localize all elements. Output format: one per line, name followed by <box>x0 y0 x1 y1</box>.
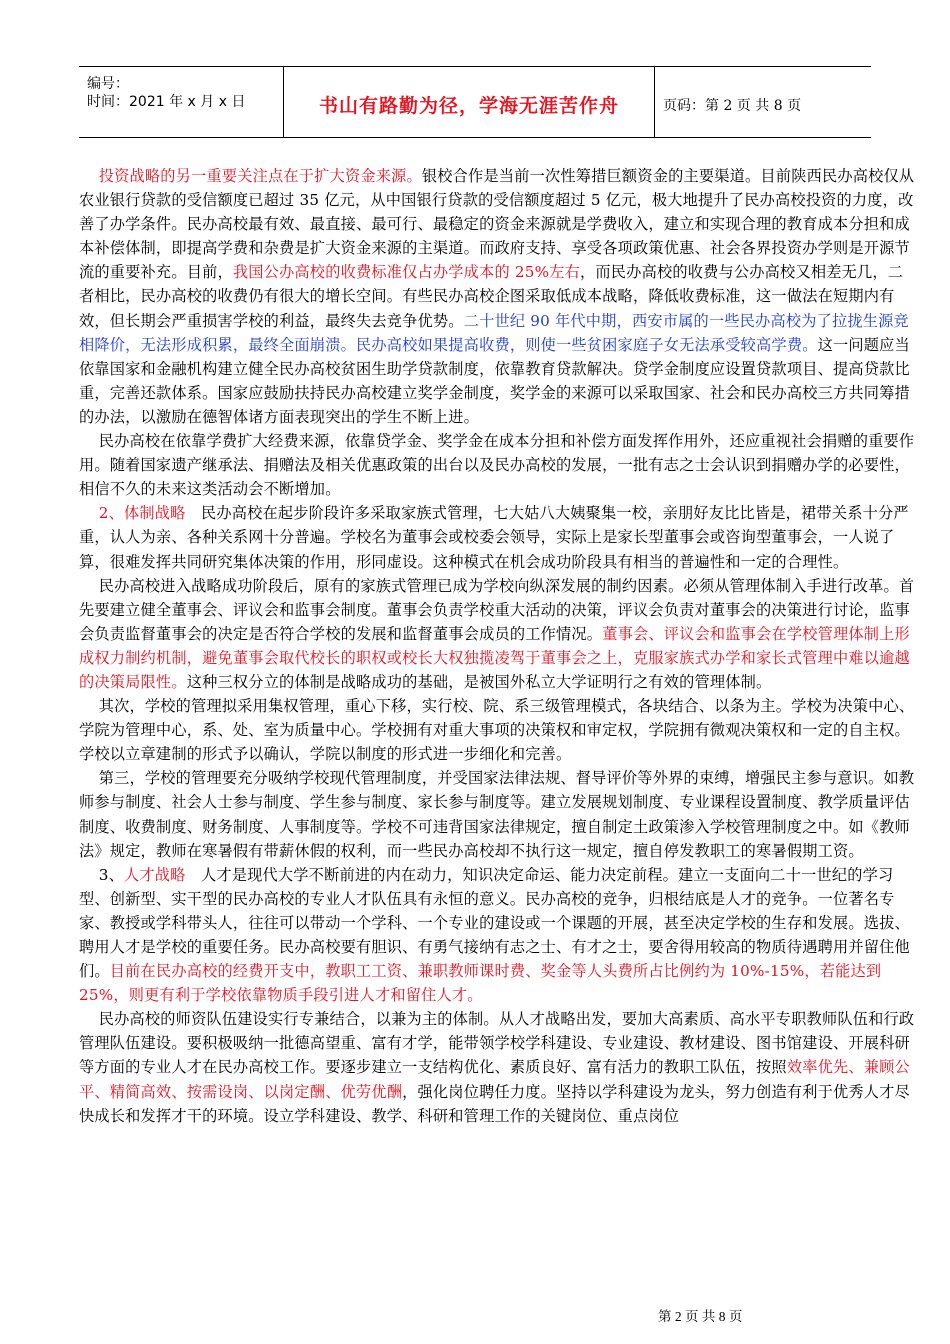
text-run: 民办高校进入战略成功阶段后，原有的家族式管理已成为学校向纵深发展的制约因素。必须从管理体制入手进行改革。首先要建立健全董事会、评议会和监事会制度。董事会负责学校重大活动的决策，评议会负责对董事会的决策进行讨论，监事会负责监督董事会的决定是否符合学校的发展和监督董事会成员的工作情况。 <box>79 576 915 643</box>
paragraph <box>79 501 915 573</box>
motto-title: 书山有路勤为径，学海无涯苦作舟 <box>318 95 619 117</box>
paragraph <box>79 694 915 766</box>
paragraph <box>79 429 915 501</box>
highlighted-text: 效率优先、兼顾公平、精简高效、按需设岗、以岗定酬、优劳优酬 <box>79 1058 910 1101</box>
text-run: 其次，学校的管理拟采用集权管理，重心下移，实行校、院、系三级管理模式，各块结合、以条为主。学校为决策中心、学院为管理中心，系、处、室为质量中心。学校拥有对重大事项的决策权和审定权，学院拥有微观决策权和一定的自主权。学校以立章建制的形式予以确认，学院以制度的形式进一步细化和完善。 <box>79 697 915 764</box>
page-footer: 第 2 页 共 8 页 <box>658 1309 743 1324</box>
text-run: ，而民办高校的收费与公办高校又相差无几，二者相比，民办高校的收费仍有很大的增长空间。有些民办高校企图采取低成本战略，降低收费标准，这一做法在短期内有效，但长期会严重损害学校的利益，最终失去竞争优势。 <box>79 263 904 330</box>
number-label: 编号： <box>87 76 129 92</box>
text-run: 这一问题应当依靠国家和金融机构建立健全民办高校贫困生助学贷款制度，依靠教育贷款解决。贷学金制度应设置贷款项目、提高贷款比重，完善还款体系。国家应鼓励扶持民办高校建立奖学金制度，奖学金的来源可以采取国家、社会和民办高校三方共同筹措的办法，以激励在德智体诸方面表现突出的学生不断上进。 <box>79 335 910 426</box>
header-meta-cell <box>79 67 284 137</box>
text-run: 民办高校在依靠学费扩大经费来源，依靠贷学金、奖学金在成本分担和补偿方面发挥作用外，还应重视社会捐赠的重要作用。随着国家遗产继承法、捐赠法及相关优惠政策的出台以及民办高校的发展，一批有志之士会认识到捐赠办学的必要性，相信不久的未来这类活动会不断增加。 <box>79 432 915 499</box>
paragraph <box>79 164 915 429</box>
highlighted-text: 人才战略 <box>124 865 186 884</box>
page-header <box>79 66 871 138</box>
text-run: 3、 <box>98 865 125 884</box>
header-motto-cell <box>284 67 655 137</box>
text-run: ，强化岗位聘任力度。坚持以学科建设为龙头，努力创造有利于优秀人才尽快成长和发挥才干的环境。设立学科建设、教学、科研和管理工作的关键岗位、重点岗位 <box>79 1082 910 1125</box>
paragraph <box>79 863 915 1008</box>
text-run: 银校合作是当前一次性筹措巨额资金的主要渠道。目前陕西民办高校仅从农业银行贷款的受信额度已超过 35 亿元，从中国银行贷款的受信额度超过 5 亿元，极大地提升了民办高校投资的力度，改善了办学条件。民办高校最有效、最直接、最可行、最稳定的资金来源就是学费收入，建立和实现合理的教育成本分担和成本补偿体制，即提高学费和杂费是扩大资金来源的主渠道。而政府支持、享受各项政策优惠、社会各界投资办学则是开源节流的重要补充。目前， <box>79 167 915 282</box>
paragraph <box>79 766 915 862</box>
text-run: 民办高校在起步阶段许多采取家族式管理，七大姑八大姨聚集一校，亲朋好友比比皆是，裙带关系十分严重，认人为亲、各种关系网十分普遍。学校名为董事会或校委会领导，实际上是家长型董事会或咨询型董事会，一人说了算，很难发挥共同研究集体决策的作用，形同虚设。这种模式在机会成功阶段具有相当的普遍性和一定的合理性。 <box>79 504 909 571</box>
time-label: 时间：2021 年 x 月 x 日 <box>87 94 246 110</box>
text-run: 第三，学校的管理要充分吸纳学校现代管理制度，并受国家法律法规、督导评价等外界的束缚，增强民主参与意识。如教师参与制度、社会人士参与制度、学生参与制度、家长参与制度等。建立发展规划制度、专业课程设置制度、教学质量评估制度、收费制度、财务制度、人事制度等。学校不可违背国家法律规定，擅自制定土政策渗入学校管理制度之中。如《教师法》规定，教师在寒暑假有带薪休假的权利，而一些民办高校却不执行这一规定，擅自停发教职工的寒暑假期工资。 <box>79 769 915 860</box>
text-run: 这种三权分立的体制是战略成功的基础，是被国外私立大学证明行之有效的管理体制。 <box>186 672 772 691</box>
highlighted-text: 投资战略的另一重要关注点在于扩大资金来源。 <box>98 167 422 185</box>
highlighted-text: 二十世纪 90 年代中期，西安市属的一些民办高校为了拉拢生源竞相降价，无法形成积累，最终全面崩溃。民办高校如果提高收费，则使一些贫困家庭子女无法承受较高学费。 <box>79 311 909 354</box>
page-number-label: 页码：第 2 页 共 8 页 <box>663 98 802 114</box>
text-run: 民办高校的师资队伍建设实行专兼结合，以兼为主的体制。从人才战略出发，要加大高素质、高水平专职教师队伍和行政管理队伍建设。要积极吸纳一批德高望重、富有才学，能带领学校学科建设、专业建设、教材建设、图书馆建设、开展科研等方面的专业人才在民办高校工作。要逐步建立一支结构优化、素质良好、富有活力的教职工队伍，按照 <box>79 1010 915 1077</box>
paragraph <box>79 574 915 694</box>
highlighted-text: 董事会、评议会和监事会在学校管理体制上形成权力制约机制，避免董事会取代校长的职权或校长大权独揽凌驾于董事会之上，克服家族式办学和家长式管理中难以逾越的决策局限性。 <box>79 624 910 691</box>
document-body <box>79 164 915 1128</box>
header-page-cell <box>655 67 871 137</box>
paragraph <box>79 1007 915 1127</box>
highlighted-text: 目前在民办高校的经费开支中，教职工工资、兼职教师课时费、奖金等人头费所占比例约为 10%-15%，若能达到 25%，则更有利于学校依靠物质手段引进人才和留住人才。 <box>79 962 882 1005</box>
text-run: 人才是现代大学不断前进的内在动力，知识决定命运、能力决定前程。建立一支面向二十一世纪的学习型、创新型、实干型的民办高校的专业人才队伍具有永恒的意义。民办高校的竞争，归根结底是人才的竞争。一位著名专家、教授或学科带头人，往往可以带动一个学科、一个专业的建设或一个课题的开展，甚至决定学校的生存和发展。选拔、聘用人才是学校的重要任务。民办高校要有胆识、有勇气接纳有志之士、有才之士，要舍得用较高的物质待遇聘用并留住他们。 <box>79 865 910 981</box>
highlighted-text: 我国公办高校的收费标准仅占办学成本的 25%左右 <box>232 263 581 282</box>
highlighted-text: 2、体制战略 <box>98 504 186 523</box>
